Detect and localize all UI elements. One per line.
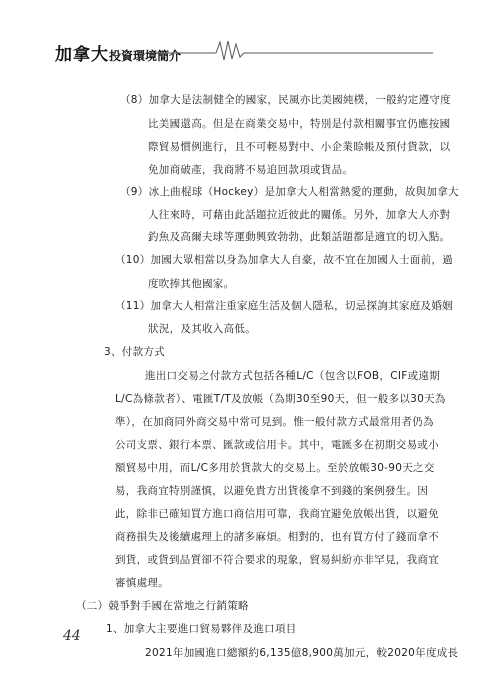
text-line: 此，除非已確知買方進口商信用可靠，我商宜避免放帳出貨，以避免 (115, 508, 439, 520)
text-line: L/C為條款者）、電匯T/T及放帳（為期30至90天，但一般多以30天為 (115, 393, 446, 405)
page-number: 44 (63, 628, 81, 644)
text-line: 釣魚及高爾夫球等運動興致勃勃，此類話題都是適宜的切入點。 (148, 231, 451, 243)
text-line: 狀況，及其收入高低。 (148, 323, 256, 335)
text-line: 人往來時，可藉由此話題拉近彼此的關係。另外，加拿大人亦對 (148, 209, 451, 221)
text-line: 際貿易慣例進行，且不可輕易對中、小企業賒帳及預付貨款，以 (148, 141, 451, 153)
section-heading: （二）競爭對手國在當地之行銷策略 (76, 600, 249, 612)
header-title-main: 加拿大 (55, 45, 109, 65)
text-line: 審慎處理。 (115, 577, 169, 589)
text-line: 額貿易中用，而L/C多用於貨款大的交易上。至於放帳30-90天之交 (115, 462, 435, 474)
text-line: 易，我商宜特別謹慎，以避免貴方出貨後拿不到錢的案例發生。因 (115, 485, 429, 497)
text-line: 比美國還高。但是在商業交易中，特別是付款相關事宜仍應按國 (148, 118, 451, 130)
text-line: （9）冰上曲棍球（Hockey）是加拿大人相當熱愛的運動，故與加拿大 (120, 186, 459, 198)
text-line: 免加商破產，我商將不易追回款項或貨品。 (148, 164, 354, 176)
section-heading: 1、加拿大主要進口貿易夥伴及進口項目 (106, 623, 297, 635)
text-line: 準），在加商同外商交易中常可見到。惟一般付款方式最常用者仍為 (115, 416, 434, 428)
text-line: 到貨，或貨到品質卻不符合要求的現象，貿易糾紛亦非罕見，我商宜 (115, 554, 439, 566)
text-line: （11）加拿大人相當注重家庭生活及個人隱私，切忌探詢其家庭及婚姻 (115, 300, 453, 312)
section-heading: 3、付款方式 (104, 346, 165, 358)
text-line: 公司支票、銀行本票、匯款或信用卡。其中，電匯多在初期交易或小 (115, 439, 439, 451)
text-line: （8）加拿大是法制健全的國家，民風亦比美國純樸，一般約定遵守度 (120, 94, 451, 106)
text-line: 2021年加國進口總額約6,135億8,900萬加元，較2020年度成長 (145, 647, 459, 659)
text-line: （10）加國大眾相當以身為加拿大人自豪，故不宜在加國人士面前，過 (115, 254, 453, 266)
text-line: 進出口交易之付款方式包括各種L/C（包含以FOB，CIF或遠期 (145, 370, 440, 382)
text-line: 度吹捧其他國家。 (148, 278, 235, 290)
text-line: 商務損失及後續處理上的諸多麻煩。相對的，也有買方付了錢而拿不 (115, 531, 439, 543)
header-title-sub: 投資環境簡介 (109, 49, 182, 63)
